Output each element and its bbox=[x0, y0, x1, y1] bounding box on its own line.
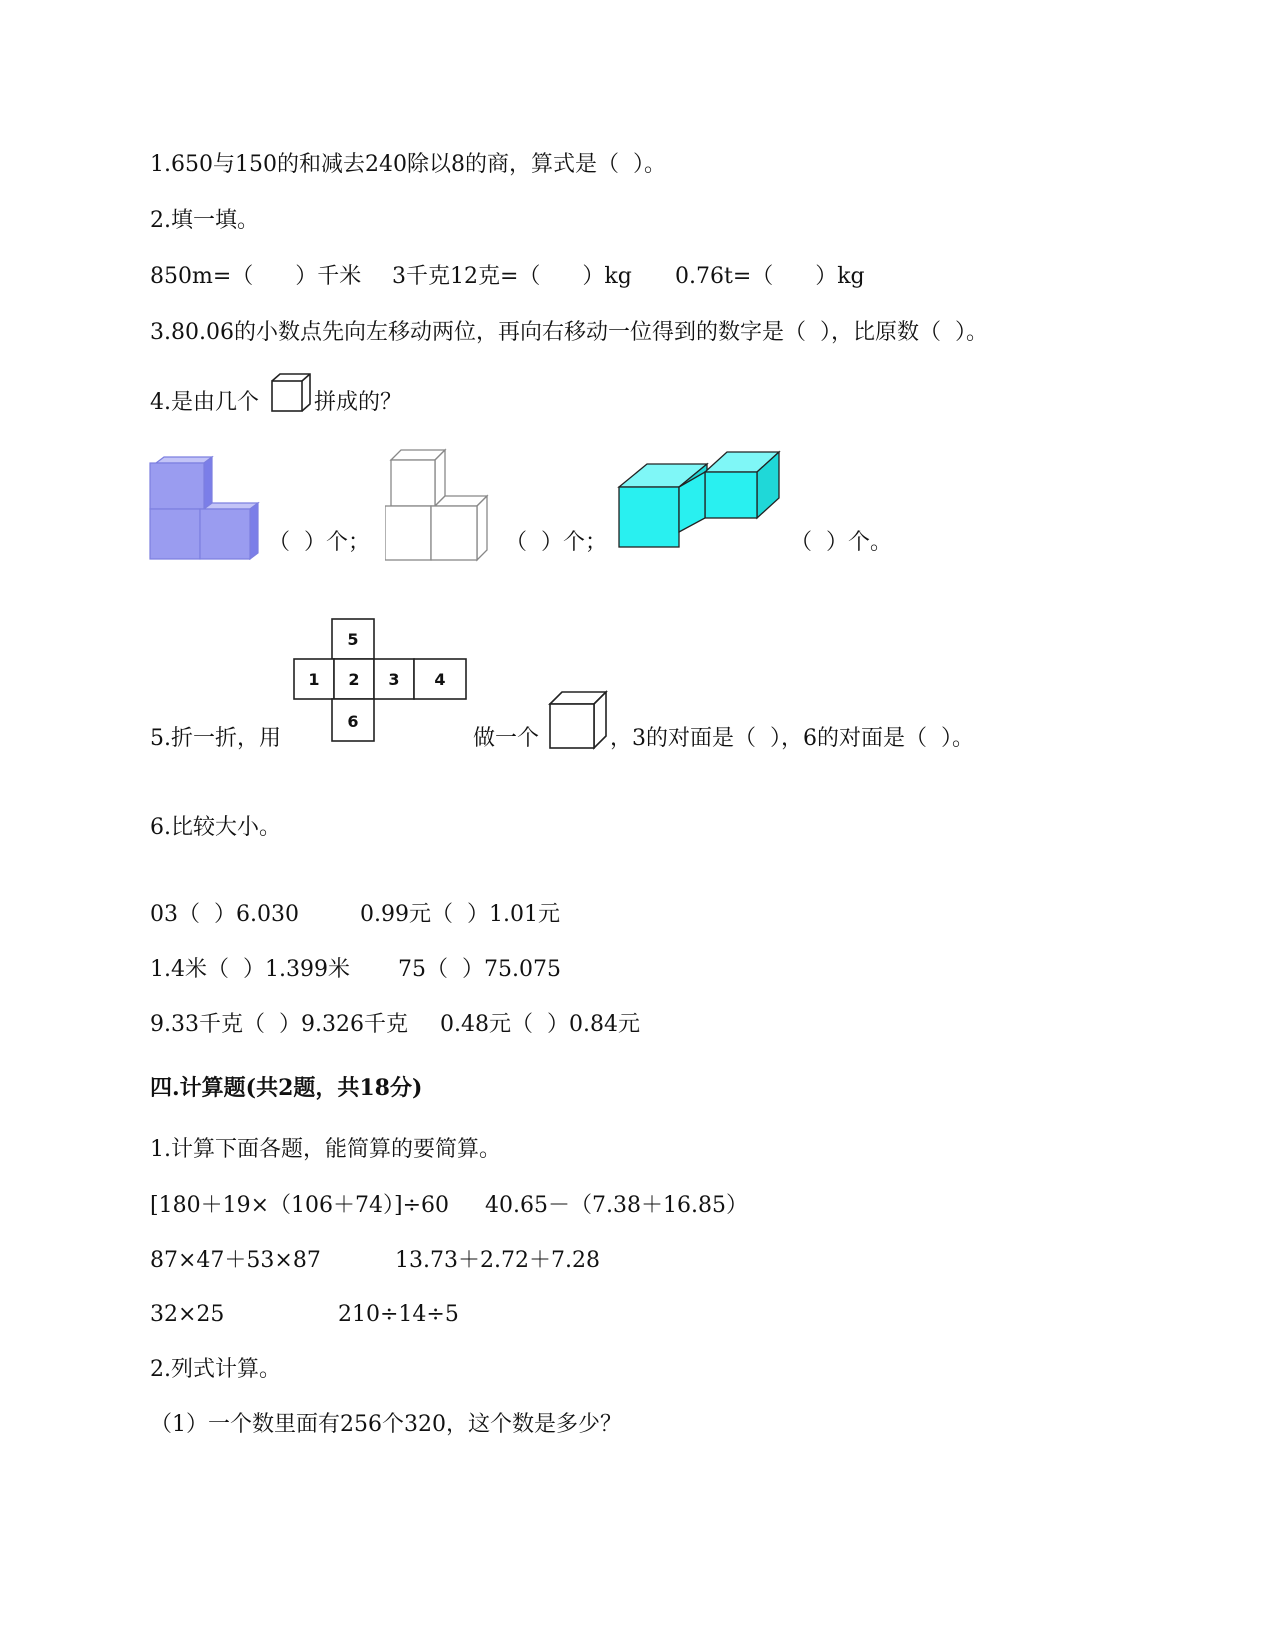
net-number-4: 4 bbox=[434, 670, 446, 689]
small-cube-icon bbox=[270, 372, 312, 414]
cyan-block-figure bbox=[617, 450, 782, 552]
calc-row-1-left: [180＋19×（106＋74）]÷60 bbox=[150, 1193, 449, 1218]
question-4-answer-1: （ ）个； bbox=[268, 530, 370, 555]
cube-icon bbox=[548, 690, 608, 752]
cube-net-diagram bbox=[292, 617, 468, 745]
question-4-answer-3: （ ）个。 bbox=[790, 530, 892, 555]
compare-row-3-left: 9.33千克（ ）9.326千克 bbox=[150, 1012, 408, 1037]
net-number-6: 6 bbox=[347, 712, 359, 731]
calc-2-sub-1: （1）一个数里面有256个320，这个数是多少？ bbox=[150, 1412, 622, 1437]
purple-block-figure bbox=[148, 455, 260, 560]
net-number-1: 1 bbox=[308, 670, 320, 689]
compare-row-2-right: 75（ ）75.075 bbox=[398, 957, 561, 982]
question-2-item-2: 3千克12克=（ ）kg bbox=[392, 264, 632, 289]
compare-row-1-right: 0.99元（ ）1.01元 bbox=[360, 902, 560, 927]
question-4-prefix: 4.是由几个 bbox=[150, 390, 259, 415]
compare-row-1-left: 03（ ）6.030 bbox=[150, 902, 299, 927]
calc-row-2-left: 87×47＋53×87 bbox=[150, 1248, 321, 1273]
calc-row-3-left: 32×25 bbox=[150, 1302, 225, 1327]
compare-row-3-right: 0.48元（ ）0.84元 bbox=[440, 1012, 640, 1037]
question-5-prefix: 5.折一折，用 bbox=[150, 726, 281, 751]
calc-row-3-right: 210÷14÷5 bbox=[338, 1302, 459, 1327]
section-4-heading: 四.计算题(共2题，共18分) bbox=[150, 1075, 423, 1101]
question-5-suffix: ，3的对面是（ ），6的对面是（ ）。 bbox=[610, 726, 974, 751]
question-4-suffix: 拼成的？ bbox=[314, 390, 403, 415]
question-5-middle: 做一个 bbox=[473, 726, 540, 751]
net-number-2: 2 bbox=[348, 670, 360, 689]
white-block-figure bbox=[385, 448, 500, 563]
question-3: 3.80.06的小数点先向左移动两位，再向右移动一位得到的数字是（ ），比原数（ ）。 bbox=[150, 320, 988, 345]
question-2-item-3: 0.76t=（ ）kg bbox=[675, 264, 865, 289]
net-number-5: 5 bbox=[347, 630, 359, 649]
question-2-item-1: 850m=（ ）千米 bbox=[150, 264, 362, 289]
question-6-title: 6.比较大小。 bbox=[150, 815, 281, 840]
calc-2-title: 2.列式计算。 bbox=[150, 1357, 281, 1382]
question-1: 1.650与150的和减去240除以8的商，算式是（ ）。 bbox=[150, 152, 666, 177]
calc-row-1-right: 40.65－（7.38＋16.85） bbox=[485, 1193, 748, 1218]
question-2-title: 2.填一填。 bbox=[150, 208, 259, 233]
calc-1-title: 1.计算下面各题，能简算的要简算。 bbox=[150, 1137, 501, 1162]
compare-row-2-left: 1.4米（ ）1.399米 bbox=[150, 957, 350, 982]
calc-row-2-right: 13.73＋2.72＋7.28 bbox=[395, 1248, 600, 1273]
question-4-answer-2: （ ）个； bbox=[505, 530, 607, 555]
net-number-3: 3 bbox=[388, 670, 400, 689]
